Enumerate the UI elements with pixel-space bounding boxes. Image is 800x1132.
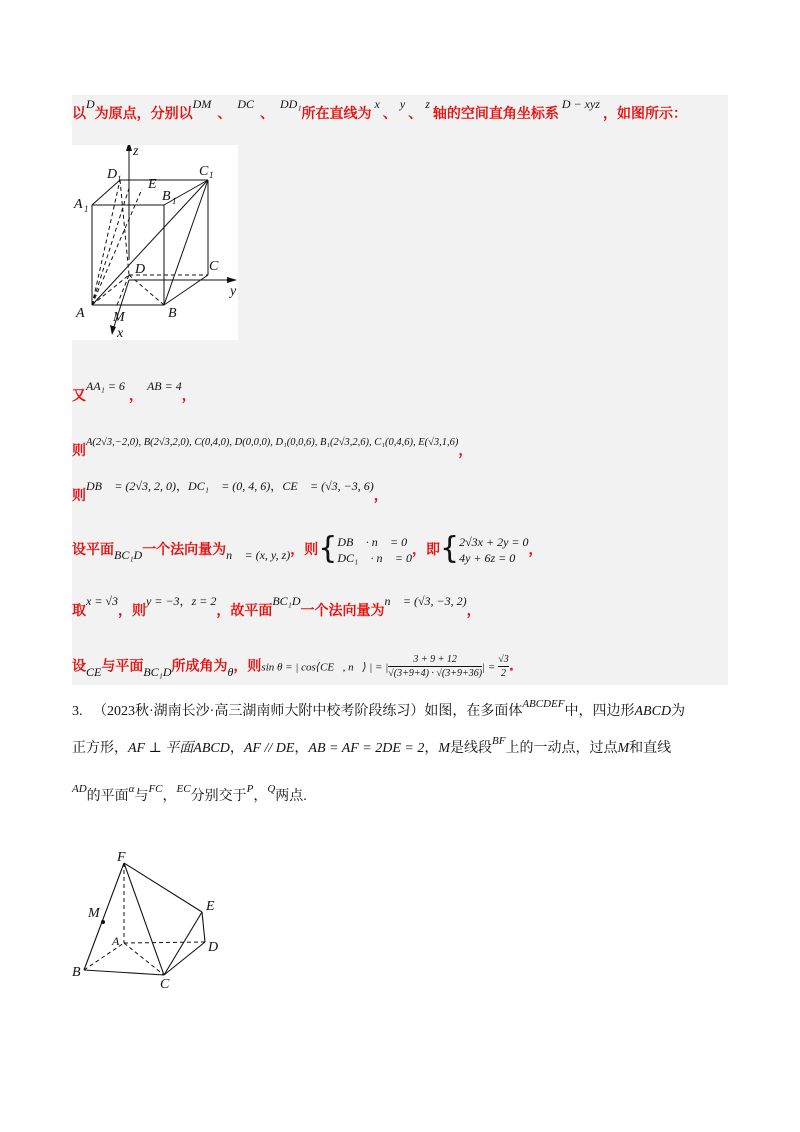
sep: ， <box>458 443 473 459</box>
label-C: C <box>160 977 170 990</box>
label-C1-sub: 1 <box>209 170 214 180</box>
brace: { <box>439 531 460 566</box>
label-E: E <box>206 899 215 914</box>
cube-diagram <box>72 145 238 340</box>
math-normal: n⃗ = (x, y, z) <box>226 548 291 562</box>
sep: ， <box>528 542 543 558</box>
sep: ， <box>373 488 388 504</box>
sep: ， <box>181 388 196 404</box>
math-y-value: y = −3 <box>146 594 180 608</box>
sep: ， <box>128 388 143 404</box>
text: 正方形， <box>72 741 128 756</box>
label-z-axis: z <box>133 145 139 159</box>
sep: ， <box>176 479 189 493</box>
text: 为 <box>671 704 686 719</box>
text: 和直线 <box>629 741 672 756</box>
math-FC: FC <box>148 783 163 795</box>
fraction <box>388 653 482 680</box>
math-P: P <box>246 783 254 795</box>
math-plane: BC₁D <box>143 664 172 679</box>
math-condition: AF // DE <box>243 741 295 756</box>
math-vector-DC1: DC₁⃗ = (0, 4, 6) <box>188 479 271 493</box>
math-z-value: z = 2 <box>191 594 217 608</box>
math-y: y <box>399 97 406 111</box>
text: 一个法向量为 <box>300 603 385 619</box>
math-M: M <box>617 741 630 756</box>
math-normal-value: n⃗ = (√3, −3, 2) <box>384 594 467 608</box>
eq: DC₁⃗ · n⃗ = 0 <box>337 551 412 565</box>
text: 两点. <box>275 789 307 804</box>
text: 上的一动点，过点 <box>505 741 618 756</box>
label-B: B <box>72 965 81 980</box>
math-M: M <box>438 741 451 756</box>
numerator: 3 + 9 + 12 <box>388 653 482 667</box>
math-theta: θ <box>227 664 234 679</box>
math-AA1: AA₁ = 6 <box>86 379 125 393</box>
eq: 2√3x + 2y = 0 <box>459 535 529 549</box>
question-3-line-3 <box>72 785 307 805</box>
math-AD: AD <box>72 783 87 795</box>
label-D: D <box>208 940 219 955</box>
math-ABCDEF: ABCDEF <box>522 698 565 710</box>
denominator: 2 <box>501 668 506 679</box>
text: 的平面 <box>86 789 129 804</box>
sep: ， <box>466 603 481 619</box>
equation-system-1 <box>337 534 412 566</box>
sep: 、 <box>408 106 423 122</box>
solution-line-angle <box>72 653 514 680</box>
label-B1: B <box>162 189 171 204</box>
math-formula: | = <box>482 661 496 674</box>
label-A1-sub: 1 <box>84 204 89 214</box>
text: 是线段 <box>450 741 493 756</box>
math-ABCD: ABCD <box>634 704 672 719</box>
text: 分别交于 <box>190 789 247 804</box>
sep: 、 <box>217 106 232 122</box>
sep: ， <box>179 594 192 608</box>
label-F: F <box>117 850 126 865</box>
numerator: √3 <box>498 654 509 665</box>
label-C1: C <box>199 164 209 179</box>
math-condition: AF ⊥ 平面 <box>128 741 194 756</box>
math-DM: DM <box>192 97 212 111</box>
question-3-line-2 <box>72 737 671 757</box>
solution-line-take-x <box>72 594 481 620</box>
math-x: x <box>374 97 380 111</box>
sep: ， <box>294 741 309 756</box>
label-D1: D <box>107 167 118 182</box>
sep: ， <box>229 741 244 756</box>
math-BF: BF <box>492 735 506 747</box>
text: 又 <box>72 388 86 404</box>
brace: { <box>318 531 338 566</box>
math-ABCD: ABCD <box>193 741 230 756</box>
text: 为原点，分别以 <box>94 106 193 122</box>
label-B1-sub: 1 <box>172 196 177 206</box>
solution-line-given <box>72 379 196 405</box>
text: 则 <box>72 443 86 459</box>
text: 与平面 <box>101 658 144 675</box>
text: （2023秋·湖南长沙·高三湖南师大附中校考阶段练习）如图，在多面体 <box>93 704 523 719</box>
label-C: C <box>209 259 219 274</box>
text: 与 <box>134 789 149 804</box>
text: 以 <box>72 106 86 122</box>
result-fraction <box>498 653 509 680</box>
math-condition: AB = AF = 2DE = 2 <box>308 741 425 756</box>
math-AB: AB = 4 <box>146 379 182 393</box>
text: 中，四边形 <box>564 704 635 719</box>
question-3-line-1 <box>72 700 685 720</box>
text: ，故平面 <box>216 603 273 619</box>
label-A1: A <box>74 197 83 212</box>
text: 轴的空间直角坐标系 <box>432 106 559 122</box>
question-number: 3. <box>72 704 83 719</box>
eq: 4y + 6z = 0 <box>459 551 516 565</box>
math-plane: BC₁D <box>114 548 143 562</box>
label-D: D <box>135 262 146 277</box>
sep: 、 <box>260 106 275 122</box>
point-M <box>101 920 105 924</box>
text: ，则 <box>233 658 262 675</box>
eq: DB⃗ · n⃗ = 0 <box>337 535 408 549</box>
solution-line-vectors <box>72 479 388 505</box>
label-A: A <box>76 306 85 321</box>
math-z: z <box>425 97 430 111</box>
sep: 、 <box>382 106 397 122</box>
text: ，则 <box>118 603 147 619</box>
text: 则 <box>72 488 86 504</box>
text: ，即 <box>411 542 440 558</box>
cube-figure <box>72 145 238 340</box>
solution-line-normal-vector <box>72 527 543 566</box>
math-D: D <box>86 97 95 111</box>
polyhedron-figure <box>72 845 232 990</box>
math-vector-DB: DB⃗ = (2√3, 2, 0) <box>86 479 177 493</box>
label-A: A <box>112 934 120 948</box>
text: 取 <box>72 603 86 619</box>
math-EC: EC <box>176 783 191 795</box>
sep: ， <box>270 479 283 493</box>
label-M: M <box>88 906 100 921</box>
solution-block <box>72 95 728 685</box>
sep: ， <box>162 789 177 804</box>
text: ，则 <box>290 542 319 558</box>
sep: ， <box>424 741 439 756</box>
text: ，如图所示： <box>602 106 687 122</box>
math-alpha: α <box>128 783 135 795</box>
text: 一个法向量为 <box>142 542 227 558</box>
label-M: M <box>113 310 125 325</box>
math-DC: DC <box>237 97 255 111</box>
text: 所成角为 <box>171 658 228 675</box>
solution-line-coordinate-system <box>72 97 687 123</box>
sep: ， <box>253 789 268 804</box>
denominator: √(3+9+4) · √(3+9+36) <box>388 668 483 679</box>
math-CE: CE <box>86 664 102 679</box>
math-Dxyz: D − xyz <box>561 97 600 111</box>
label-E: E <box>148 177 157 192</box>
solution-line-coordinates <box>72 437 473 460</box>
math-formula: sin θ = | cos⟨CE⃗, n⃗⟩ | = | <box>261 661 389 674</box>
math-DD1: DD₁ <box>280 97 302 111</box>
label-D1-sub: 1 <box>117 174 122 184</box>
math-plane: BC₁D <box>272 594 301 608</box>
sep: . <box>508 658 515 675</box>
math-coordinates: A(2√3,−2,0), B(2√3,2,0), C(0,4,0), D(0,0,0), D₁(0,0,6), B₁(2√3,2,6), C₁(0,4,6), E(√3,1,6) <box>86 437 459 448</box>
label-B: B <box>168 306 177 321</box>
math-vector-CE: CE⃗ = (√3, −3, 6) <box>282 479 374 493</box>
polyhedron-diagram <box>72 845 232 990</box>
text: 设 <box>72 658 86 675</box>
text: 设平面 <box>72 542 114 558</box>
label-x-axis: x <box>117 326 124 340</box>
text: 所在直线为 <box>301 106 372 122</box>
math-Q: Q <box>267 783 276 795</box>
equation-system-2 <box>459 534 528 566</box>
label-y-axis: y <box>230 284 237 299</box>
math-x-value: x = √3 <box>86 594 119 608</box>
